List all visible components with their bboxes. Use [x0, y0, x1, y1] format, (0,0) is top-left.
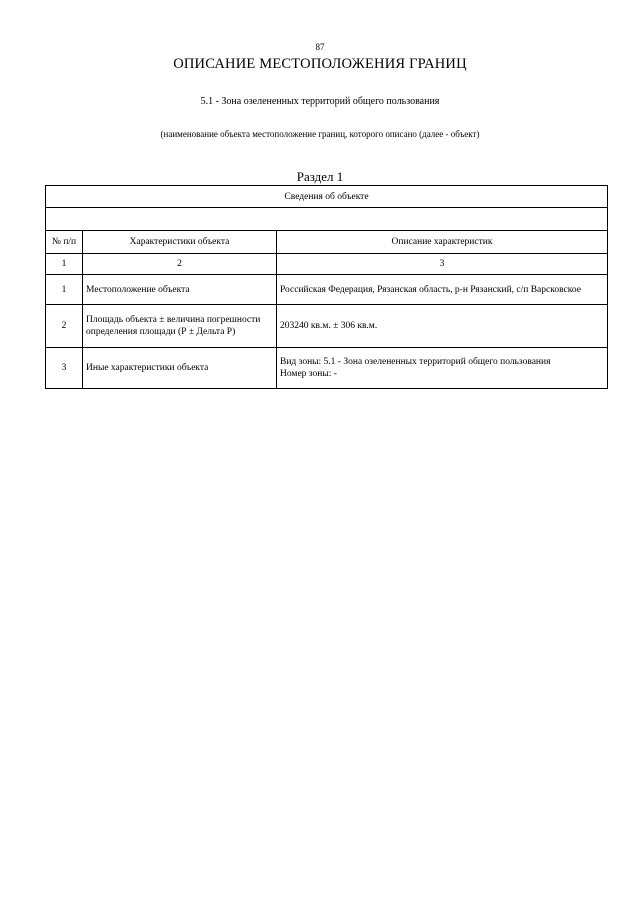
column-header-characteristic: Характеристики объекта — [83, 231, 277, 254]
table-row — [46, 275, 608, 305]
row-description: 203240 кв.м. ± 306 кв.м. — [277, 305, 608, 348]
column-number: 1 — [46, 254, 83, 275]
zone-name: 5.1 - Зона озелененных территорий общего пользования — [200, 96, 440, 107]
table-header: Сведения об объекте — [46, 186, 608, 208]
table-row — [46, 305, 608, 348]
row-num: 2 — [46, 305, 83, 348]
column-number: 3 — [277, 254, 608, 275]
column-header-description: Описание характеристик — [277, 231, 608, 254]
row-characteristic: Местоположение объекта — [83, 275, 277, 305]
row-num: 3 — [46, 348, 83, 389]
column-number: 2 — [83, 254, 277, 275]
empty-cell — [46, 208, 608, 231]
object-info-table — [45, 185, 608, 389]
table-header-row — [46, 186, 608, 208]
row-description-cell — [277, 348, 608, 389]
row-characteristic: Площадь объекта ± величина погрешности определения площади (Р ± Дельта Р) — [83, 305, 277, 348]
object-caption: (наименование объекта местоположение границ, которого описано (далее - объект) — [160, 129, 480, 139]
column-numbers-row — [46, 254, 608, 275]
table-empty-row — [46, 208, 608, 231]
table-row — [46, 348, 608, 389]
section-title: Раздел 1 — [296, 169, 344, 184]
column-header-num: № п/п — [46, 231, 83, 254]
row-description-extra: Номер зоны: - — [280, 369, 337, 379]
page-number: 87 — [315, 42, 325, 52]
document-title: ОПИСАНИЕ МЕСТОПОЛОЖЕНИЯ ГРАНИЦ — [173, 56, 467, 72]
row-characteristic: Иные характеристики объекта — [83, 348, 277, 389]
row-description: Вид зоны: 5.1 - Зона озелененных территорий общего пользования — [280, 357, 551, 367]
row-description: Российская Федерация, Рязанская область, р-н Рязанский, с/п Варсковское — [277, 275, 608, 305]
row-num: 1 — [46, 275, 83, 305]
column-headers-row — [46, 231, 608, 254]
